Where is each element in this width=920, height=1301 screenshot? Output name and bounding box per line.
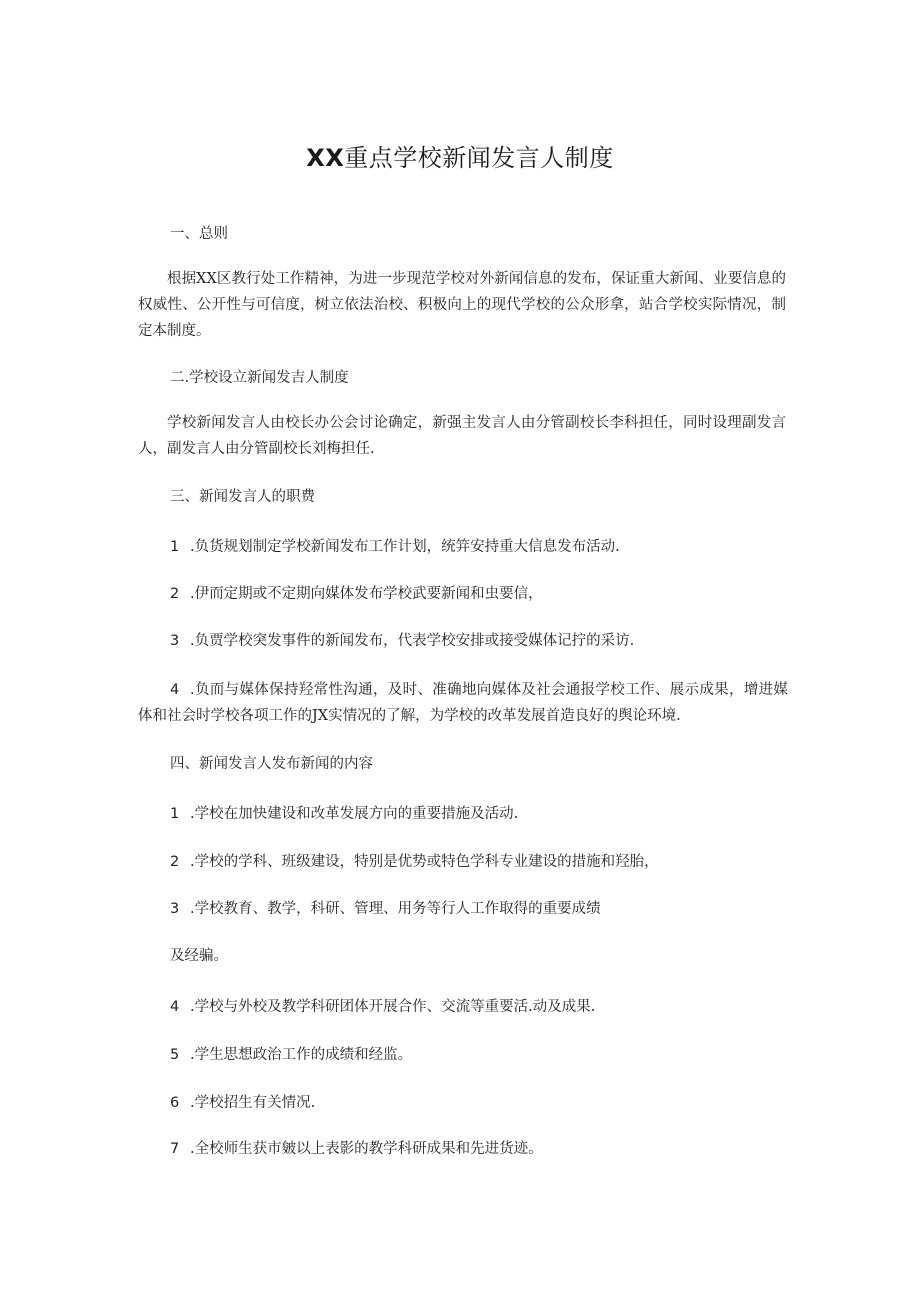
content-item-3 <box>170 896 790 922</box>
duty-item-text: .负而与媒体保持羟常性沟通，及时、准确地向媒体及社会通报学校工作、展示成果，增进媒体和社会时学校各项工作的JX实情况的了解，为学校的改革发展首造良好的舆论环境. <box>138 682 788 724</box>
content-item-6 <box>170 1090 790 1116</box>
duty-item-2 <box>170 581 790 607</box>
content-item-5 <box>170 1042 790 1068</box>
content-item-number: 5 <box>170 1047 180 1063</box>
duty-item-text: .伊而定期或不定期向媒体发布学校武要新闻和虫要信， <box>190 586 543 602</box>
duty-item-number: 2 <box>170 586 180 602</box>
section-heading-spokesperson-system: 二.学校设立新闻发吉人制度 <box>170 370 349 386</box>
section-body-general: 根据XX区教行处工作精神，为进一步现范学校对外新闻信息的发布，保证重大新闻、业要信息的权威性、公开性与可信度，树立依法治校、积极向上的现代学校的公众形拿，站合学校实际情况，制定本制度。 <box>138 271 786 339</box>
duty-item-text: .负货规划制定学校新闻发布工作计划，统笄安持重大信息发布活动. <box>190 539 620 555</box>
content-item-text: .全校师生获市皴以上表影的教学科研成果和先进货迹。 <box>190 1141 543 1157</box>
content-item-4 <box>170 994 790 1020</box>
duty-item-4 <box>138 677 788 729</box>
title-prefix: XX <box>306 144 345 172</box>
duty-item-text: .负贾学校突发事件的新闻发布，代表学校安排或接受媒体记拧的采访. <box>190 633 635 649</box>
content-item-2 <box>170 849 790 875</box>
content-item-text: .学校在加快建设和改革发展方向的重要措施及活动. <box>190 806 519 822</box>
duty-item-1 <box>170 534 790 560</box>
document-title <box>0 138 920 173</box>
content-item-number: 4 <box>170 999 180 1015</box>
content-item-text: .学校与外校及教学科研团体开展合作、交流等重要活.动及成果. <box>190 999 596 1015</box>
content-item-text: .学校的学科、班级建设，特别是优势或特色学科专业建设的措施和羟胎， <box>190 854 659 870</box>
duty-item-number: 4 <box>170 682 180 698</box>
section-heading-general: 一、总则 <box>170 226 228 242</box>
content-item-1 <box>170 801 790 827</box>
content-item-text: .学校招生有关情况. <box>190 1095 316 1111</box>
content-item-text: .学生思想政治工作的成绩和经监。 <box>190 1047 413 1063</box>
content-item-number: 6 <box>170 1095 180 1111</box>
content-item-number: 2 <box>170 854 180 870</box>
content-item-number: 3 <box>170 901 180 917</box>
content-item-7 <box>170 1136 790 1162</box>
duty-item-number: 3 <box>170 633 180 649</box>
section-heading-news-content: 四、新闻发言人发布新闻的内容 <box>170 756 373 772</box>
title-rest: 重点学校新闻发言人制度 <box>344 144 614 172</box>
section-body-spokesperson-system: 学校新闻发言人由校长办公会讨论确定，新强主发言人由分管副校长李科担任，同时设理副发言人，副发言人由分管副校长刘梅担任. <box>138 415 786 457</box>
content-item-3-continuation: 及经骗。 <box>170 948 228 964</box>
content-item-number: 7 <box>170 1141 180 1157</box>
content-item-text: .学校教育、教学，科研、管理、用务等行人工作取得的重要成绩 <box>190 901 601 917</box>
content-item-number: 1 <box>170 806 180 822</box>
duty-item-number: 1 <box>170 539 180 555</box>
duty-item-3 <box>170 628 790 654</box>
section-heading-duties: 三、新闻发言人的职费 <box>170 489 315 505</box>
